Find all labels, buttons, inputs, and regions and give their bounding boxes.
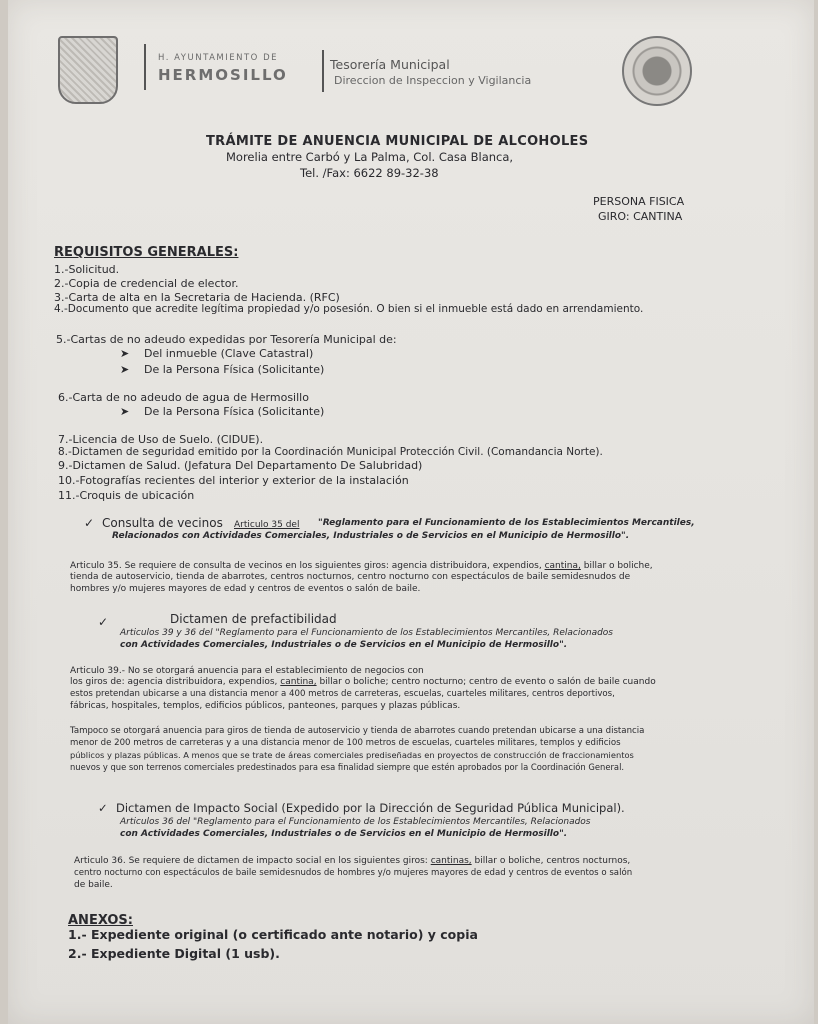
consulta-heading bbox=[84, 516, 223, 530]
checkmark-icon: ✓ bbox=[84, 516, 95, 530]
impacto-cantinas: cantinas, bbox=[430, 856, 472, 866]
arrow-bullet-icon: ➤ bbox=[120, 347, 130, 360]
req-5b-text: De la Persona Física (Solicitante) bbox=[144, 363, 325, 376]
requisitos-heading: REQUISITOS GENERALES: bbox=[54, 245, 239, 260]
document-title: TRÁMITE DE ANUENCIA MUNICIPAL DE ALCOHOLES bbox=[206, 134, 589, 149]
ayuntamiento-label: H. AYUNTAMIENTO DE bbox=[158, 53, 278, 63]
prefact-a1: Articulo 39.- No se otorgará anuencia para el establecimiento de negocios con bbox=[70, 666, 424, 676]
consulta-reglamento-1: "Reglamento para el Funcionamiento de los Establecimientos Mercantiles, bbox=[318, 518, 695, 528]
req-2: 2.-Copia de credencial de elector. bbox=[54, 277, 239, 290]
prefact-b3: públicos y plazas públicas. A menos que se trate de áreas comerciales prediseñadas en proyectos de construcción de fraccionamientos bbox=[70, 750, 634, 760]
consulta-art-ref: Articulo 35 del bbox=[234, 520, 300, 530]
impacto-title: Dictamen de Impacto Social (Expedido por la Dirección de Seguridad Pública Municipal). bbox=[116, 801, 625, 815]
consulta-reglamento-2: Relacionados con Actividades Comerciales, Industriales o de Servicios en el Municipio de Hermosillo". bbox=[112, 531, 630, 541]
checkmark-icon: ✓ bbox=[98, 615, 109, 629]
prefact-b4: nuevos y que son terrenos comerciales predestinados para esa finalidad siempre que estén aprobados por la Coordinación General. bbox=[70, 762, 625, 772]
impacto-a1 bbox=[74, 855, 630, 867]
req-5b bbox=[120, 363, 324, 378]
req-9: 9.-Dictamen de Salud. (Jefatura Del Departamento De Salubridad) bbox=[58, 459, 423, 472]
giro-label: GIRO: CANTINA bbox=[598, 210, 683, 223]
hermosillo-label: HERMOSILLO bbox=[158, 66, 288, 84]
document-page bbox=[8, 0, 814, 1024]
req-5: 5.-Cartas de no adeudo expedidas por Tesorería Municipal de: bbox=[56, 333, 397, 346]
prefact-ref-1: Articulos 39 y 36 del "Reglamento para el Funcionamiento de los Establecimientos Mercantiles, Relacionados bbox=[120, 628, 614, 638]
checkmark-icon: ✓ bbox=[98, 801, 108, 815]
office-address: Morelia entre Carbó y La Palma, Col. Casa Blanca, bbox=[226, 150, 514, 164]
anexos-heading: ANEXOS: bbox=[68, 913, 133, 928]
persona-type: PERSONA FISICA bbox=[593, 195, 685, 208]
prefact-cantina: cantina, bbox=[280, 677, 317, 687]
req-5a-text: Del inmueble (Clave Catastral) bbox=[144, 347, 314, 360]
municipal-seal-icon bbox=[58, 36, 118, 104]
impacto-a1a: Articulo 36. Se requiere de dictamen de impacto social en los siguientes giros: bbox=[74, 856, 428, 866]
direccion-label: Direccion de Inspeccion y Vigilancia bbox=[334, 74, 532, 87]
impacto-a2: centro nocturno con espectáculos de baile semidesnudos de hombres y/o mujeres mayores de edad y centros de eventos o salón bbox=[74, 868, 633, 878]
prefact-a2b: billar o boliche; centro nocturno; centro de evento o salón de baile cuando bbox=[319, 677, 656, 687]
office-phone: Tel. /Fax: 6622 89-32-38 bbox=[300, 166, 439, 180]
req-1: 1.-Solicitud. bbox=[54, 263, 120, 276]
national-coat-of-arms-icon bbox=[622, 36, 692, 106]
req-7: 7.-Licencia de Uso de Suelo. (CIDUE). bbox=[58, 433, 264, 446]
impacto-ref-2: con Actividades Comerciales, Industriales o de Servicios en el Municipio de Hermosillo". bbox=[120, 829, 568, 839]
anexo-1: 1.- Expediente original (o certificado ante notario) y copia bbox=[68, 927, 478, 942]
impacto-a1b: billar o boliche, centros nocturnos, bbox=[474, 856, 631, 866]
consulta-p1b: billar o boliche, bbox=[583, 561, 653, 571]
consulta-p2: tienda de autoservicio, tienda de abarrotes, centros nocturnos, centro nocturno con espectáculos de baile semidesnudos de bbox=[70, 572, 631, 582]
req-6a bbox=[120, 405, 324, 420]
req-3: 3.-Carta de alta en la Secretaria de Hacienda. (RFC) bbox=[54, 291, 340, 304]
prefact-a2 bbox=[70, 676, 656, 688]
consulta-p1a: Articulo 35. Se requiere de consulta de vecinos en los siguientes giros: agencia distribuidora, expendios, bbox=[70, 561, 542, 571]
impacto-a3: de baile. bbox=[74, 880, 113, 890]
consulta-title: Consulta de vecinos bbox=[102, 516, 223, 530]
prefact-ref-2: con Actividades Comerciales, Industriales o de Servicios en el Municipio de Hermosillo". bbox=[120, 640, 568, 650]
prefact-b1: Tampoco se otorgará anuencia para giros de tienda de autoservicio y tienda de abarrotes cuando pretendan ubicarse a una distancia bbox=[70, 726, 645, 736]
req-5a bbox=[120, 347, 313, 362]
arrow-bullet-icon: ➤ bbox=[120, 405, 130, 418]
req-4: 4.-Documento que acredite legítima propiedad y/o posesión. O bien si el inmueble está dado en arrendamiento. bbox=[54, 303, 644, 315]
req-6a-text: De la Persona Física (Solicitante) bbox=[144, 405, 325, 418]
impacto-ref-1: Articulos 36 del "Reglamento para el Funcionamiento de los Establecimientos Mercantiles, Relacionados bbox=[120, 817, 591, 827]
consulta-p3: hombres y/o mujeres mayores de edad y centros de eventos o salón de baile. bbox=[70, 584, 421, 594]
req-8: 8.-Dictamen de seguridad emitido por la Coordinación Municipal Protección Civil. (Comandancia Norte). bbox=[58, 446, 603, 458]
req-10: 10.-Fotografías recientes del interior y exterior de la instalación bbox=[58, 474, 409, 487]
prefact-a2a: los giros de: agencia distribuidora, expendios, bbox=[70, 677, 278, 687]
req-6: 6.-Carta de no adeudo de agua de Hermosillo bbox=[58, 391, 309, 404]
header-divider-2 bbox=[322, 50, 324, 92]
prefact-a3: estos pretendan ubicarse a una distancia menor a 400 metros de carreteras, escuelas, cuarteles militares, centros deportivos, bbox=[70, 689, 615, 699]
prefact-b2: menor de 200 metros de carreteras y a una distancia menor de 100 metros de escuelas, cuarteles militares, templos y edificios bbox=[70, 738, 621, 748]
arrow-bullet-icon: ➤ bbox=[120, 363, 130, 376]
header-divider bbox=[144, 44, 146, 90]
tesoreria-label: Tesorería Municipal bbox=[330, 57, 450, 72]
anexo-2: 2.- Expediente Digital (1 usb). bbox=[68, 946, 280, 961]
prefact-title: Dictamen de prefactibilidad bbox=[170, 612, 337, 626]
consulta-cantina: cantina, bbox=[544, 561, 581, 571]
req-11: 11.-Croquis de ubicación bbox=[58, 489, 195, 502]
impacto-heading bbox=[98, 801, 625, 815]
prefact-a4: fábricas, hospitales, templos, edificios públicos, panteones, parques y plazas públicas. bbox=[70, 701, 461, 711]
